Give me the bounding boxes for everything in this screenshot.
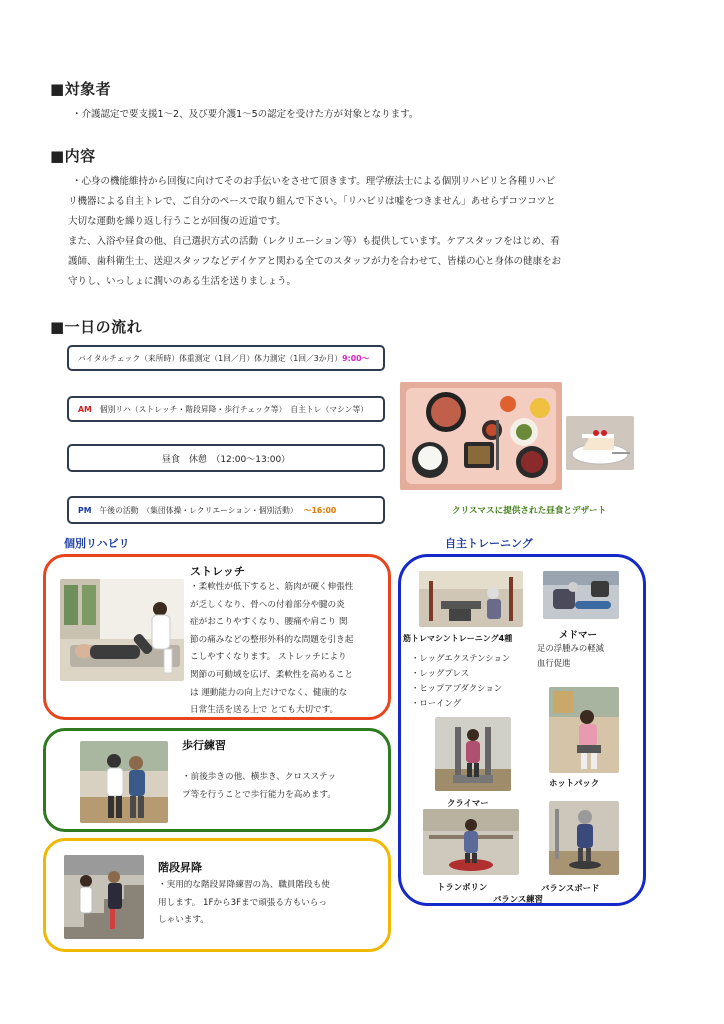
- climber-photo: [435, 717, 511, 791]
- target-text: ・介護認定で要支援1～2、及び要介護1～5の認定を受けた方が対象となります。: [72, 109, 419, 120]
- trampoline-photo: [423, 809, 519, 875]
- medomer-line: 足の浮腫みの軽減: [537, 643, 604, 653]
- walking-photo: [80, 741, 168, 823]
- content-line: 大切な運動を繰り返し行うことが回復の近道です。: [68, 216, 286, 227]
- content-line: 護師、歯科衛生士、送迎スタッフなどデイケアと関わる全てのスタッフが力を合わせて、皆様の心と身体の健康をお: [68, 256, 561, 267]
- machine-item: ・レッグプレス: [411, 668, 469, 678]
- content-text: [68, 172, 628, 292]
- content-line: また、入浴や昼食の他、自己選択方式の活動（レクリエーション等）も提供しています。ケアスタッフをはじめ、看: [68, 236, 560, 247]
- schedule-heading: ■一日の流れ: [50, 318, 143, 336]
- lunch-photo-caption: クリスマスに提供された昼食とデザート: [452, 506, 607, 516]
- stretch-card: [43, 554, 391, 720]
- walking-line: ・前後歩きの他、横歩き、クロスステッ: [182, 772, 337, 782]
- balance-practice-label: バランス練習: [493, 894, 543, 904]
- stairs-illustration: [64, 855, 144, 939]
- machine-list: [411, 651, 510, 711]
- am-tag: AM: [78, 404, 92, 414]
- stretch-line: 関節の可動域を広げ、柔軟性を高めること: [190, 669, 353, 680]
- machine-photo: [419, 571, 523, 627]
- pm-tag: PM: [78, 505, 92, 515]
- stairs-photo: [64, 855, 144, 939]
- schedule-time: ～16:00: [303, 505, 337, 515]
- climber-illustration: [435, 717, 511, 791]
- hotpack-photo: [549, 687, 619, 773]
- stretch-line: 症がおこりやすくなり、腰痛や肩こり 関: [190, 617, 348, 628]
- medomer-title: メドマー: [559, 630, 598, 641]
- hotpack-label: ホットパック: [549, 778, 600, 788]
- dessert-illustration: [566, 416, 634, 470]
- stairs-text: [158, 877, 378, 930]
- schedule-item-vitals: [67, 345, 385, 371]
- medomer-illustration: [543, 571, 619, 619]
- trampoline-illustration: [423, 809, 519, 875]
- balance-board-label: バランスボード: [541, 883, 600, 893]
- machine-item: ・ローイング: [411, 698, 462, 708]
- walking-illustration: [80, 741, 168, 823]
- medomer-line: 血行促進: [537, 658, 571, 668]
- schedule-item-text: 昼食 休憩 （12:00～13:00）: [161, 454, 291, 465]
- schedule-item-text: 個別リハ（ストレッチ・階段昇降・歩行チェック等） 自主トレ（マシン等）: [99, 404, 369, 414]
- stretch-title: ストレッチ: [190, 565, 245, 578]
- climber-label: クライマー: [447, 798, 489, 808]
- stretch-text: [190, 579, 386, 720]
- content-line: リ機器による自主トレで、ご自分のペースで取り組んで下さい。「リハビリは嘘をつきません」あせらずコツコツと: [68, 196, 556, 207]
- machine-item: ・レッグエクステンション: [411, 653, 511, 663]
- machine-item: ・ヒップアブダクション: [411, 683, 503, 693]
- content-line: ・心身の機能維持から回復に向けてそのお手伝いをさせて頂きます。理学療法士による個別リハビリと各種リハビ: [72, 176, 556, 187]
- trampoline-label: トランポリン: [437, 882, 488, 892]
- machine-illustration: [419, 571, 523, 627]
- stairs-title: 階段昇降: [158, 861, 202, 874]
- walking-card: [43, 728, 391, 832]
- stretch-line: ・柔軟性が低下すると、筋肉が硬く伸張性: [190, 582, 354, 592]
- target-heading: ■対象者: [50, 80, 112, 98]
- stretch-line: 節の痛みなどの整形外科的な問題を引き起: [190, 634, 354, 645]
- stretch-illustration: [60, 579, 184, 681]
- stairs-line: しゃいます。: [158, 915, 209, 926]
- medomer-photo: [543, 571, 619, 619]
- stretch-line: こしやすくなります。 ストレッチにより: [190, 652, 347, 663]
- stairs-line: ・実用的な階段昇降練習の為、職員階段も使: [158, 880, 330, 890]
- schedule-time: 9:00～: [342, 353, 370, 363]
- schedule-item-lunch: [67, 444, 385, 472]
- lunch-photo: [400, 382, 562, 490]
- balance-board-illustration: [549, 801, 619, 875]
- schedule-item-text: バイタルチェック（来所時）体重測定（1回／月）体力測定（1回／3か月）: [78, 353, 343, 363]
- stairs-line: 用します。 1Fから3Fまで頑張る方もいらっ: [158, 897, 327, 908]
- balance-board-photo: [549, 801, 619, 875]
- self-training-card: [398, 554, 646, 906]
- hotpack-illustration: [549, 687, 619, 773]
- schedule-item-pm: [67, 496, 385, 524]
- stretch-photo: [60, 579, 184, 681]
- walking-title: 歩行練習: [182, 739, 226, 752]
- schedule-item-am: [67, 396, 385, 422]
- content-heading: ■内容: [50, 147, 96, 165]
- walking-text: [182, 769, 382, 804]
- individual-rehab-heading: 個別リハビリ: [64, 537, 130, 550]
- self-training-heading: 自主トレーニング: [445, 537, 533, 550]
- medomer-text: [537, 641, 604, 671]
- machine-title: 筋トレマシントレーニング4種: [403, 634, 513, 643]
- content-line: 守りし、いっしょに潤いのある生活を送りましょう。: [68, 276, 297, 287]
- stretch-line: は 運動能力の向上だけでなく、健康的な: [190, 687, 348, 698]
- stairs-card: [43, 838, 391, 952]
- stretch-line: 日常生活を送る上で とても大切です。: [190, 705, 339, 716]
- schedule-item-text: 午後の活動 （集団体操・レクリエーション・個別活動）: [99, 505, 298, 515]
- stretch-line: が乏しくなり、骨への付着部分や腱の炎: [190, 599, 345, 610]
- dessert-photo: [566, 416, 634, 470]
- lunch-illustration: [400, 382, 562, 490]
- walking-line: プ等を行うことで歩行能力を高めます。: [182, 789, 337, 800]
